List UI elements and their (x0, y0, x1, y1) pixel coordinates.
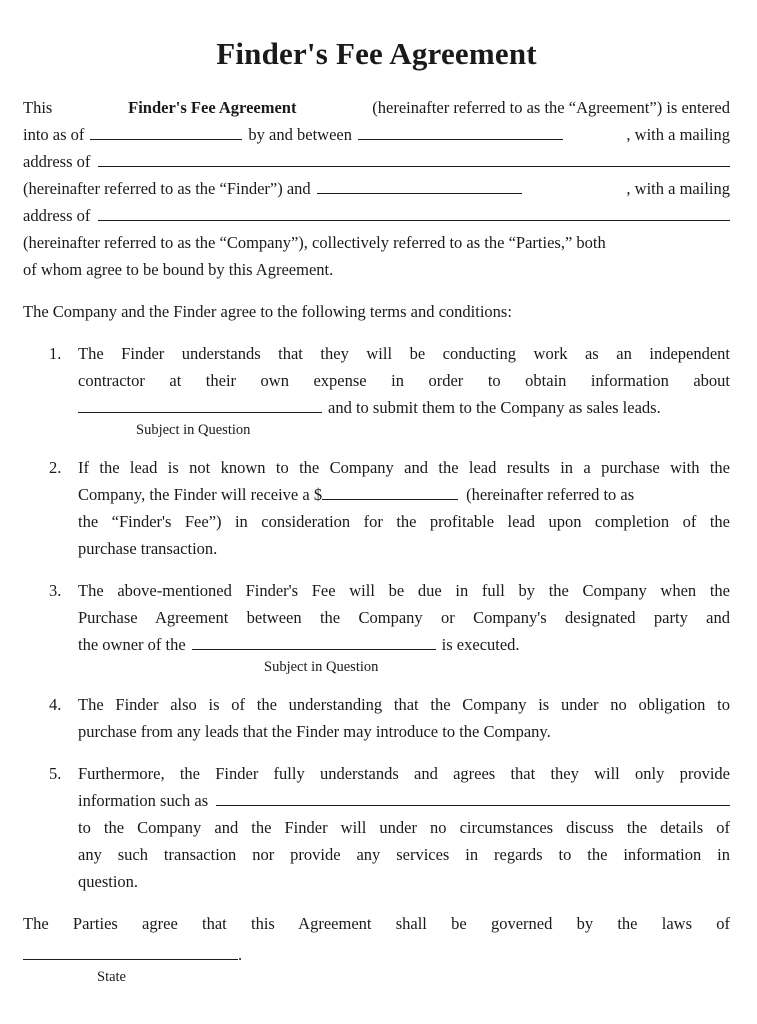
intro-mailing-1: , with a mailing (626, 125, 730, 144)
intro-line-6: (hereinafter referred to as the “Company”), collectively referred to as the “Parties,” both (23, 233, 606, 252)
term-5-line-1: Furthermore, the Finder fully understands and agrees that they will only provide (78, 764, 730, 783)
information-type-blank[interactable] (216, 791, 730, 806)
governing-law-period: . (238, 945, 243, 964)
governing-law-section (23, 910, 730, 986)
term-3-line-3 (78, 631, 730, 658)
finder-address-blank[interactable] (98, 152, 730, 167)
date-blank[interactable] (90, 125, 242, 140)
term-2-line-4: purchase transaction. (78, 539, 218, 558)
intro-line-4 (23, 175, 730, 202)
intro-into-as-of: into as of (23, 125, 85, 144)
governing-law-text: The Parties agree that this Agreement shall be governed by the laws of (23, 914, 730, 933)
intro-address-of-2: address of (23, 206, 91, 225)
terms-list (23, 340, 730, 895)
term-5-line-5: question. (78, 872, 139, 891)
term-5 (23, 760, 730, 895)
term-2-line-2 (78, 481, 730, 508)
state-caption: State (97, 969, 126, 985)
term-1-number: 1. (49, 344, 62, 363)
term-3-subject-blank[interactable] (192, 635, 436, 650)
intro-line-1-rest: (hereinafter referred to as the “Agreement”) is entered (372, 98, 730, 117)
term-3-number: 3. (49, 581, 62, 600)
intro-line-1 (23, 94, 730, 121)
term-1-line-2: contractor at their own expense in order to obtain information about (78, 371, 730, 390)
term-1-line-1: The Finder understands that they will be conducting work as an independent (78, 344, 730, 363)
term-2 (23, 454, 730, 562)
intro-finder-clause: (hereinafter referred to as the “Finder”) and (23, 179, 311, 198)
term-2-number: 2. (49, 458, 62, 477)
term-1-caption: Subject in Question (136, 422, 251, 438)
term-3-line-2: Purchase Agreement between the Company or Company's designated party and (78, 608, 730, 627)
term-3-caption: Subject in Question (264, 659, 379, 675)
intro-line-2 (23, 121, 730, 148)
document-page (23, 30, 730, 986)
intro-address-of-1: address of (23, 152, 91, 171)
term-5-line-2-a: information such as (78, 791, 209, 810)
term-5-number: 5. (49, 764, 62, 783)
term-3-line-3-b: is executed. (441, 635, 520, 654)
company-address-blank[interactable] (98, 206, 730, 221)
term-2-line-3: the “Finder's Fee”) in consideration for the profitable lead upon completion of the (78, 512, 730, 531)
term-4-line-2: purchase from any leads that the Finder may introduce to the Company. (78, 722, 551, 741)
term-3-line-1: The above-mentioned Finder's Fee will be due in full by the Company when the (78, 581, 730, 600)
governing-law-line-2 (23, 941, 730, 968)
term-1-line-3 (78, 394, 730, 421)
intro-agreement-name: Finder's Fee Agreement (128, 98, 297, 117)
term-2-line-1: If the lead is not known to the Company and the lead results in a purchase with the (78, 458, 730, 477)
term-1-line-3-text: and to submit them to the Company as sales leads. (328, 398, 661, 417)
term-1-subject-blank[interactable] (78, 398, 322, 413)
finder-fee-amount-blank[interactable] (322, 485, 458, 500)
document-title: Finder's Fee Agreement (216, 36, 537, 71)
intro-line-5 (23, 202, 730, 229)
state-blank[interactable] (23, 945, 238, 960)
term-4-number: 4. (49, 695, 62, 714)
term-3-line-3-a: the owner of the (78, 635, 186, 654)
intro-paragraph (23, 94, 730, 283)
term-5-line-4: any such transaction nor provide any services in regards to the information in (78, 845, 730, 864)
term-5-line-2 (78, 787, 730, 814)
terms-lead-in: The Company and the Finder agree to the following terms and conditions: (23, 302, 512, 321)
intro-this: This (23, 98, 53, 117)
term-4 (23, 691, 730, 745)
intro-mailing-2: , with a mailing (626, 179, 730, 198)
intro-line-3 (23, 148, 730, 175)
term-2-line-2-a: Company, the Finder will receive a $ (78, 485, 323, 504)
term-3 (23, 577, 730, 676)
term-1 (23, 340, 730, 439)
term-2-line-2-b: (hereinafter referred to as (466, 485, 635, 504)
intro-by-and-between: by and between (248, 125, 352, 144)
company-name-blank[interactable] (317, 179, 522, 194)
term-5-line-3: to the Company and the Finder will under no circumstances discuss the details of (78, 818, 730, 837)
term-4-line-1: The Finder also is of the understanding that the Company is under no obligation to (78, 695, 730, 714)
intro-line-7: of whom agree to be bound by this Agreement. (23, 260, 334, 279)
finder-name-blank[interactable] (358, 125, 563, 140)
